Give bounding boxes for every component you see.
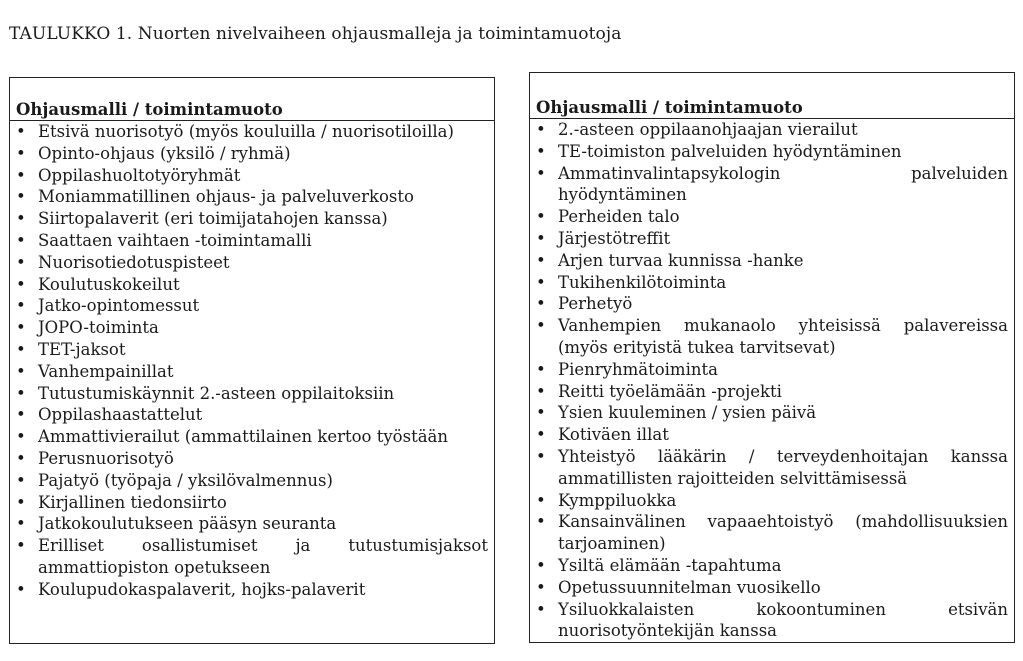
list-item: • Yhteistyö lääkärin / terveydenhoitajan kanssa ammatillisten rajoitteiden selvittämisessä: [530, 446, 1014, 490]
list-item: • Oppilashaastattelut: [10, 404, 494, 426]
list-item: • Oppilashuoltotyöryhmät: [10, 165, 494, 187]
list-item: • TE-toimiston palveluiden hyödyntäminen: [530, 141, 1014, 163]
list-item: • Kotiväen illat: [530, 424, 1014, 446]
list-item: • Perheiden talo: [530, 206, 1014, 228]
list-item: • JOPO-toiminta: [10, 317, 494, 339]
right-table-header: Ohjausmalli / toimintamuoto: [530, 73, 1014, 119]
list-item: • Pienryhmätoiminta: [530, 359, 1014, 381]
list-item: • Arjen turvaa kunnissa -hanke: [530, 250, 1014, 272]
left-table-list: [10, 121, 494, 601]
list-item: • Pajatyö (työpaja / yksilövalmennus): [10, 470, 494, 492]
list-item: • Jatkokoulutukseen pääsyn seuranta: [10, 513, 494, 535]
list-item: • Kirjallinen tiedonsiirto: [10, 492, 494, 514]
list-item: • Koulutuskokeilut: [10, 274, 494, 296]
list-item: • 2.-asteen oppilaanohjaajan vierailut: [530, 119, 1014, 141]
list-item: • Jatko-opintomessut: [10, 295, 494, 317]
list-item: • Siirtopalaverit (eri toimijatahojen kanssa): [10, 208, 494, 230]
list-item: • Ammatinvalintapsykologin palveluiden hyödyntäminen: [530, 163, 1014, 207]
table-caption: TAULUKKO 1. Nuorten nivelvaiheen ohjausmalleja ja toimintamuotoja: [9, 24, 622, 44]
list-item: • Opetussuunnitelman vuosikello: [530, 577, 1014, 599]
list-item: • Perusnuorisotyö: [10, 448, 494, 470]
list-item: • Erilliset osallistumiset ja tutustumisjaksot ammattiopiston opetukseen: [10, 535, 494, 579]
list-item: • Kansainvälinen vapaaehtoistyö (mahdollisuuksien tarjoaminen): [530, 511, 1014, 555]
list-item: • Vanhempien mukanaolo yhteisissä palavereissa (myös erityistä tukea tarvitsevat): [530, 315, 1014, 359]
list-item: • Ysiltä elämään -tapahtuma: [530, 555, 1014, 577]
list-item: • TET-jaksot: [10, 339, 494, 361]
list-item: • Koulupudokaspalaverit, hojks-palaverit: [10, 579, 494, 601]
list-item: • Perhetyö: [530, 293, 1014, 315]
list-item: • Ysien kuuleminen / ysien päivä: [530, 402, 1014, 424]
list-item: • Ysiluokkalaisten kokoontuminen etsivän nuorisotyöntekijän kanssa: [530, 599, 1014, 643]
list-item: • Järjestötreffit: [530, 228, 1014, 250]
list-item: • Ammattivierailut (ammattilainen kertoo työstään: [10, 426, 494, 448]
list-item: • Kymppiluokka: [530, 490, 1014, 512]
list-item: • Vanhempainillat: [10, 361, 494, 383]
list-item: • Moniammatillinen ohjaus- ja palveluverkosto: [10, 186, 494, 208]
left-table-header: Ohjausmalli / toimintamuoto: [10, 78, 494, 121]
left-table: [9, 77, 495, 644]
right-table-list: [530, 119, 1014, 642]
list-item: • Etsivä nuorisotyö (myös kouluilla / nuorisotiloilla): [10, 121, 494, 143]
list-item: • Reitti työelämään -projekti: [530, 381, 1014, 403]
list-item: • Nuorisotiedotuspisteet: [10, 252, 494, 274]
right-table: [529, 72, 1015, 643]
list-item: • Saattaen vaihtaen -toimintamalli: [10, 230, 494, 252]
list-item: • Tutustumiskäynnit 2.-asteen oppilaitoksiin: [10, 383, 494, 405]
list-item: • Tukihenkilötoiminta: [530, 272, 1014, 294]
list-item: • Opinto-ohjaus (yksilö / ryhmä): [10, 143, 494, 165]
